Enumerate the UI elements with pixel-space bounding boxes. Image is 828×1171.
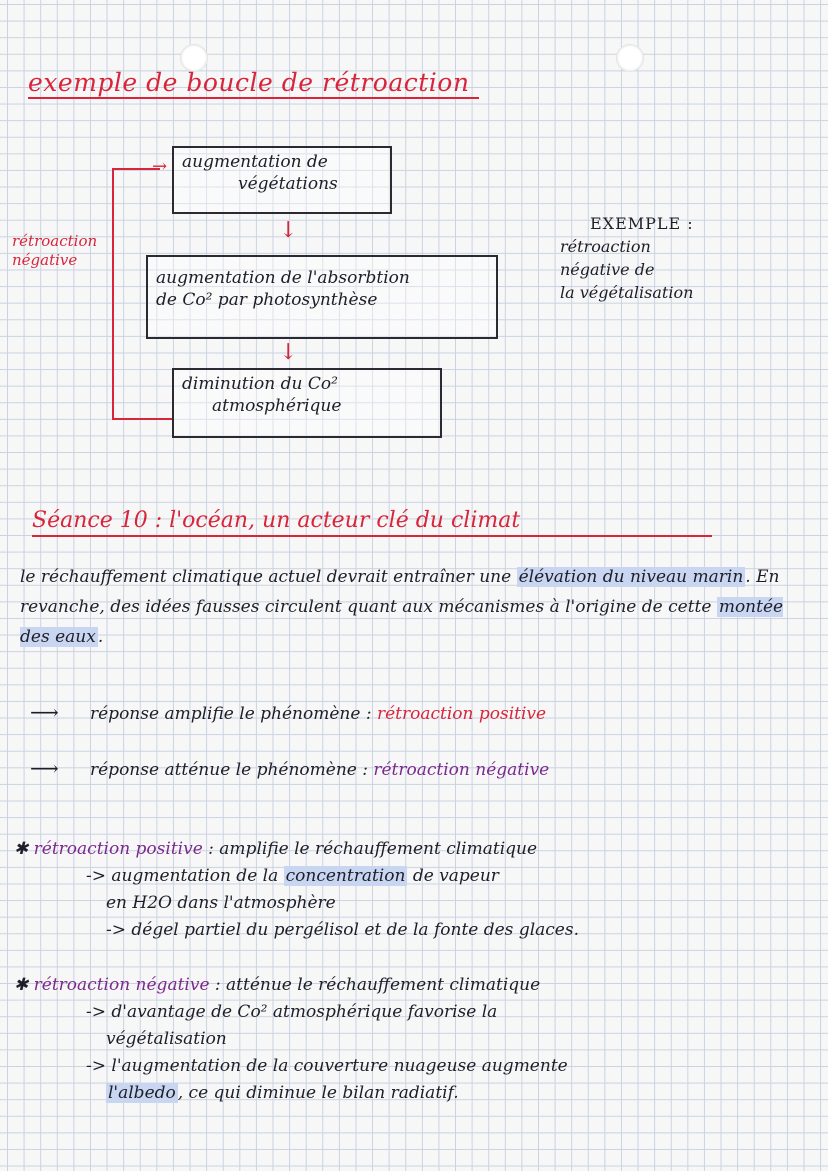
intro-text-1: le réchauffement climatique actuel devrait entraîner une: [20, 567, 517, 587]
negative-term: rétroaction négative: [33, 975, 210, 995]
side-label-line1: rétroaction: [12, 232, 98, 250]
intro-text-3: .: [97, 627, 104, 647]
feedback-loop-bottom: [112, 418, 172, 420]
positive-bullet2: -> dégel partiel du pergélisol et de la fonte des glaces.: [106, 920, 579, 940]
example-line2: négative de: [560, 260, 655, 279]
down-arrow-icon: ↓: [279, 340, 298, 365]
positive-bullet1-line2: en H2O dans l'atmosphère: [106, 893, 336, 913]
highlight-water-rise: montée des eaux: [20, 597, 784, 647]
right-arrow-icon: →: [152, 156, 168, 177]
box2-line2: de Co² par photosynthèse: [156, 290, 378, 310]
box3-line2: atmosphérique: [212, 396, 342, 416]
negative-def: : atténue le réchauffement climatique: [209, 975, 541, 995]
box-co2-absorption: [146, 255, 498, 339]
negative-feedback-section: [14, 972, 820, 1107]
rule-positive-text: réponse amplifie le phénomène :: [90, 704, 377, 724]
highlight-albedo: l'albedo: [108, 1083, 176, 1103]
box1-line2: végétations: [238, 174, 338, 194]
side-label-line2: négative: [12, 251, 78, 269]
page-title-feedback-loop: exemple de boucle de rétroaction: [28, 68, 479, 99]
positive-term: rétroaction positive: [33, 839, 203, 859]
rule-negative: [30, 756, 549, 780]
asterisk-icon: ✱: [14, 839, 29, 859]
box2-line1: augmentation de l'absorbtion: [156, 268, 410, 288]
rule-negative-term: rétroaction négative: [373, 760, 550, 780]
negative-bullet1: -> d'avantage de Co² atmosphérique favorise la: [86, 1002, 498, 1022]
box3-line1: diminution du Co²: [182, 374, 338, 394]
asterisk-icon: ✱: [14, 975, 29, 995]
example-line3: la végétalisation: [560, 283, 694, 302]
negative-bullet1-line2: végétalisation: [106, 1029, 227, 1049]
positive-bullet1-pre: -> augmentation de la: [86, 866, 284, 886]
rule-negative-text: réponse atténue le phénomène :: [90, 760, 374, 780]
intro-text-2: . En revanche, des idées fausses circulent quant aux mécanismes à l'origine de cette: [20, 567, 780, 617]
example-line1: rétroaction: [560, 237, 651, 256]
rule-positive-term: rétroaction positive: [376, 704, 547, 724]
highlight-sea-level: élévation du niveau marin: [518, 567, 744, 587]
negative-bullet2-end: , ce qui diminue le bilan radiatif.: [177, 1083, 459, 1103]
session-title: Séance 10 : l'océan, un acteur clé du climat: [32, 508, 712, 537]
box-co2-decrease: [172, 368, 442, 438]
positive-feedback-section: [14, 836, 820, 944]
intro-paragraph: [20, 562, 810, 652]
feedback-loop-line: [112, 168, 114, 420]
example-note: [560, 212, 694, 304]
long-arrow-icon: ⟶: [30, 700, 59, 724]
positive-bullet1-post: de vapeur: [407, 866, 499, 886]
example-heading: EXEMPLE :: [590, 214, 694, 233]
rule-positive: [30, 700, 546, 724]
positive-def: : amplifie le réchauffement climatique: [202, 839, 538, 859]
punch-hole-right: [616, 44, 644, 72]
highlight-concentration: concentration: [285, 866, 406, 886]
negative-feedback-label: [12, 232, 97, 270]
box1-line1: augmentation de: [182, 152, 328, 172]
negative-bullet2: -> l'augmentation de la couverture nuageuse augmente: [86, 1056, 568, 1076]
down-arrow-icon: ↓: [279, 218, 298, 243]
box-vegetation-increase: [172, 146, 392, 214]
long-arrow-icon: ⟶: [30, 756, 59, 780]
